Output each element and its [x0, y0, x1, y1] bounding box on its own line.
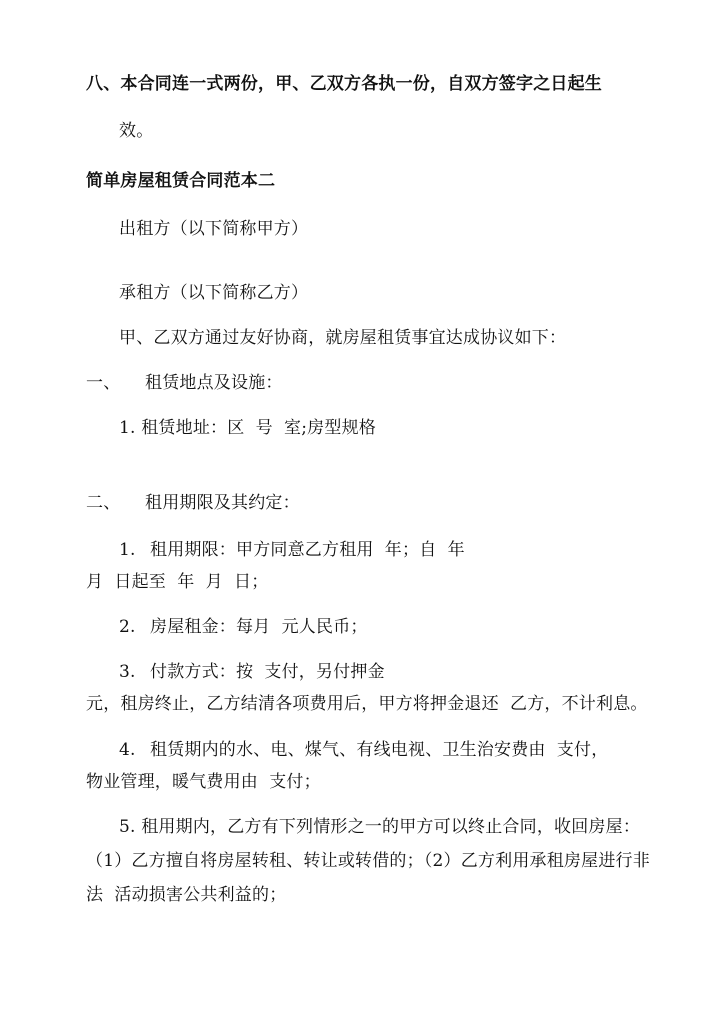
s2-item5-line2: （1）乙方擅自将房屋转租、转让或转借的；（2）乙方利用承租房屋进行非 — [86, 851, 650, 871]
section2-title: 租用期限及其约定： — [145, 493, 300, 513]
s2-item2-text: 房屋租金：每月 元人民币； — [150, 617, 368, 637]
s2-item2-number: 2. — [119, 617, 136, 637]
section2-number: 二、 — [86, 493, 121, 513]
s2-item3-number: 3. — [119, 662, 136, 682]
section1-title: 租赁地点及设施： — [145, 373, 283, 393]
s2-item5-line3: 法 活动损害公共利益的； — [86, 885, 287, 905]
s2-item3-line1: 付款方式：按 支付，另付押金 — [150, 662, 385, 682]
s2-item4-number: 4. — [119, 740, 136, 760]
s2-item4-line1: 租赁期内的水、电、煤气、有线电视、卫生治安费由 支付， — [150, 740, 609, 760]
clause-8-line2: 效。 — [119, 121, 154, 141]
s2-item1-line2: 月 日起至 年 月 日； — [86, 572, 269, 592]
lessee-label: 承租方（以下简称乙方） — [119, 283, 309, 303]
lessor-label: 出租方（以下简称甲方） — [119, 219, 309, 239]
s2-item4-line2: 物业管理，暖气费用由 支付； — [86, 772, 321, 792]
section1-number: 一、 — [86, 373, 121, 393]
template2-title: 简单房屋租赁合同范本二 — [86, 171, 276, 191]
intro-paragraph: 甲、乙双方通过友好协商，就房屋租赁事宜达成协议如下： — [119, 328, 567, 348]
s2-item5-line1: 5. 租用期内，乙方有下列情形之一的甲方可以终止合同，收回房屋： — [119, 817, 641, 837]
s2-item1-number: 1. — [119, 540, 136, 560]
s2-item3-line2: 元，租房终止，乙方结清各项费用后，甲方将押金退还 乙方，不计利息。 — [86, 694, 648, 714]
s1-item1: 1. 租赁地址：区 号 室;房型规格 — [119, 418, 376, 438]
s2-item1-line1: 租用期限：甲方同意乙方租用 年；自 年 — [150, 540, 465, 560]
clause-8-line1: 八、本合同连一式两份，甲、乙双方各执一份，自双方签字之日起生 — [86, 74, 602, 94]
